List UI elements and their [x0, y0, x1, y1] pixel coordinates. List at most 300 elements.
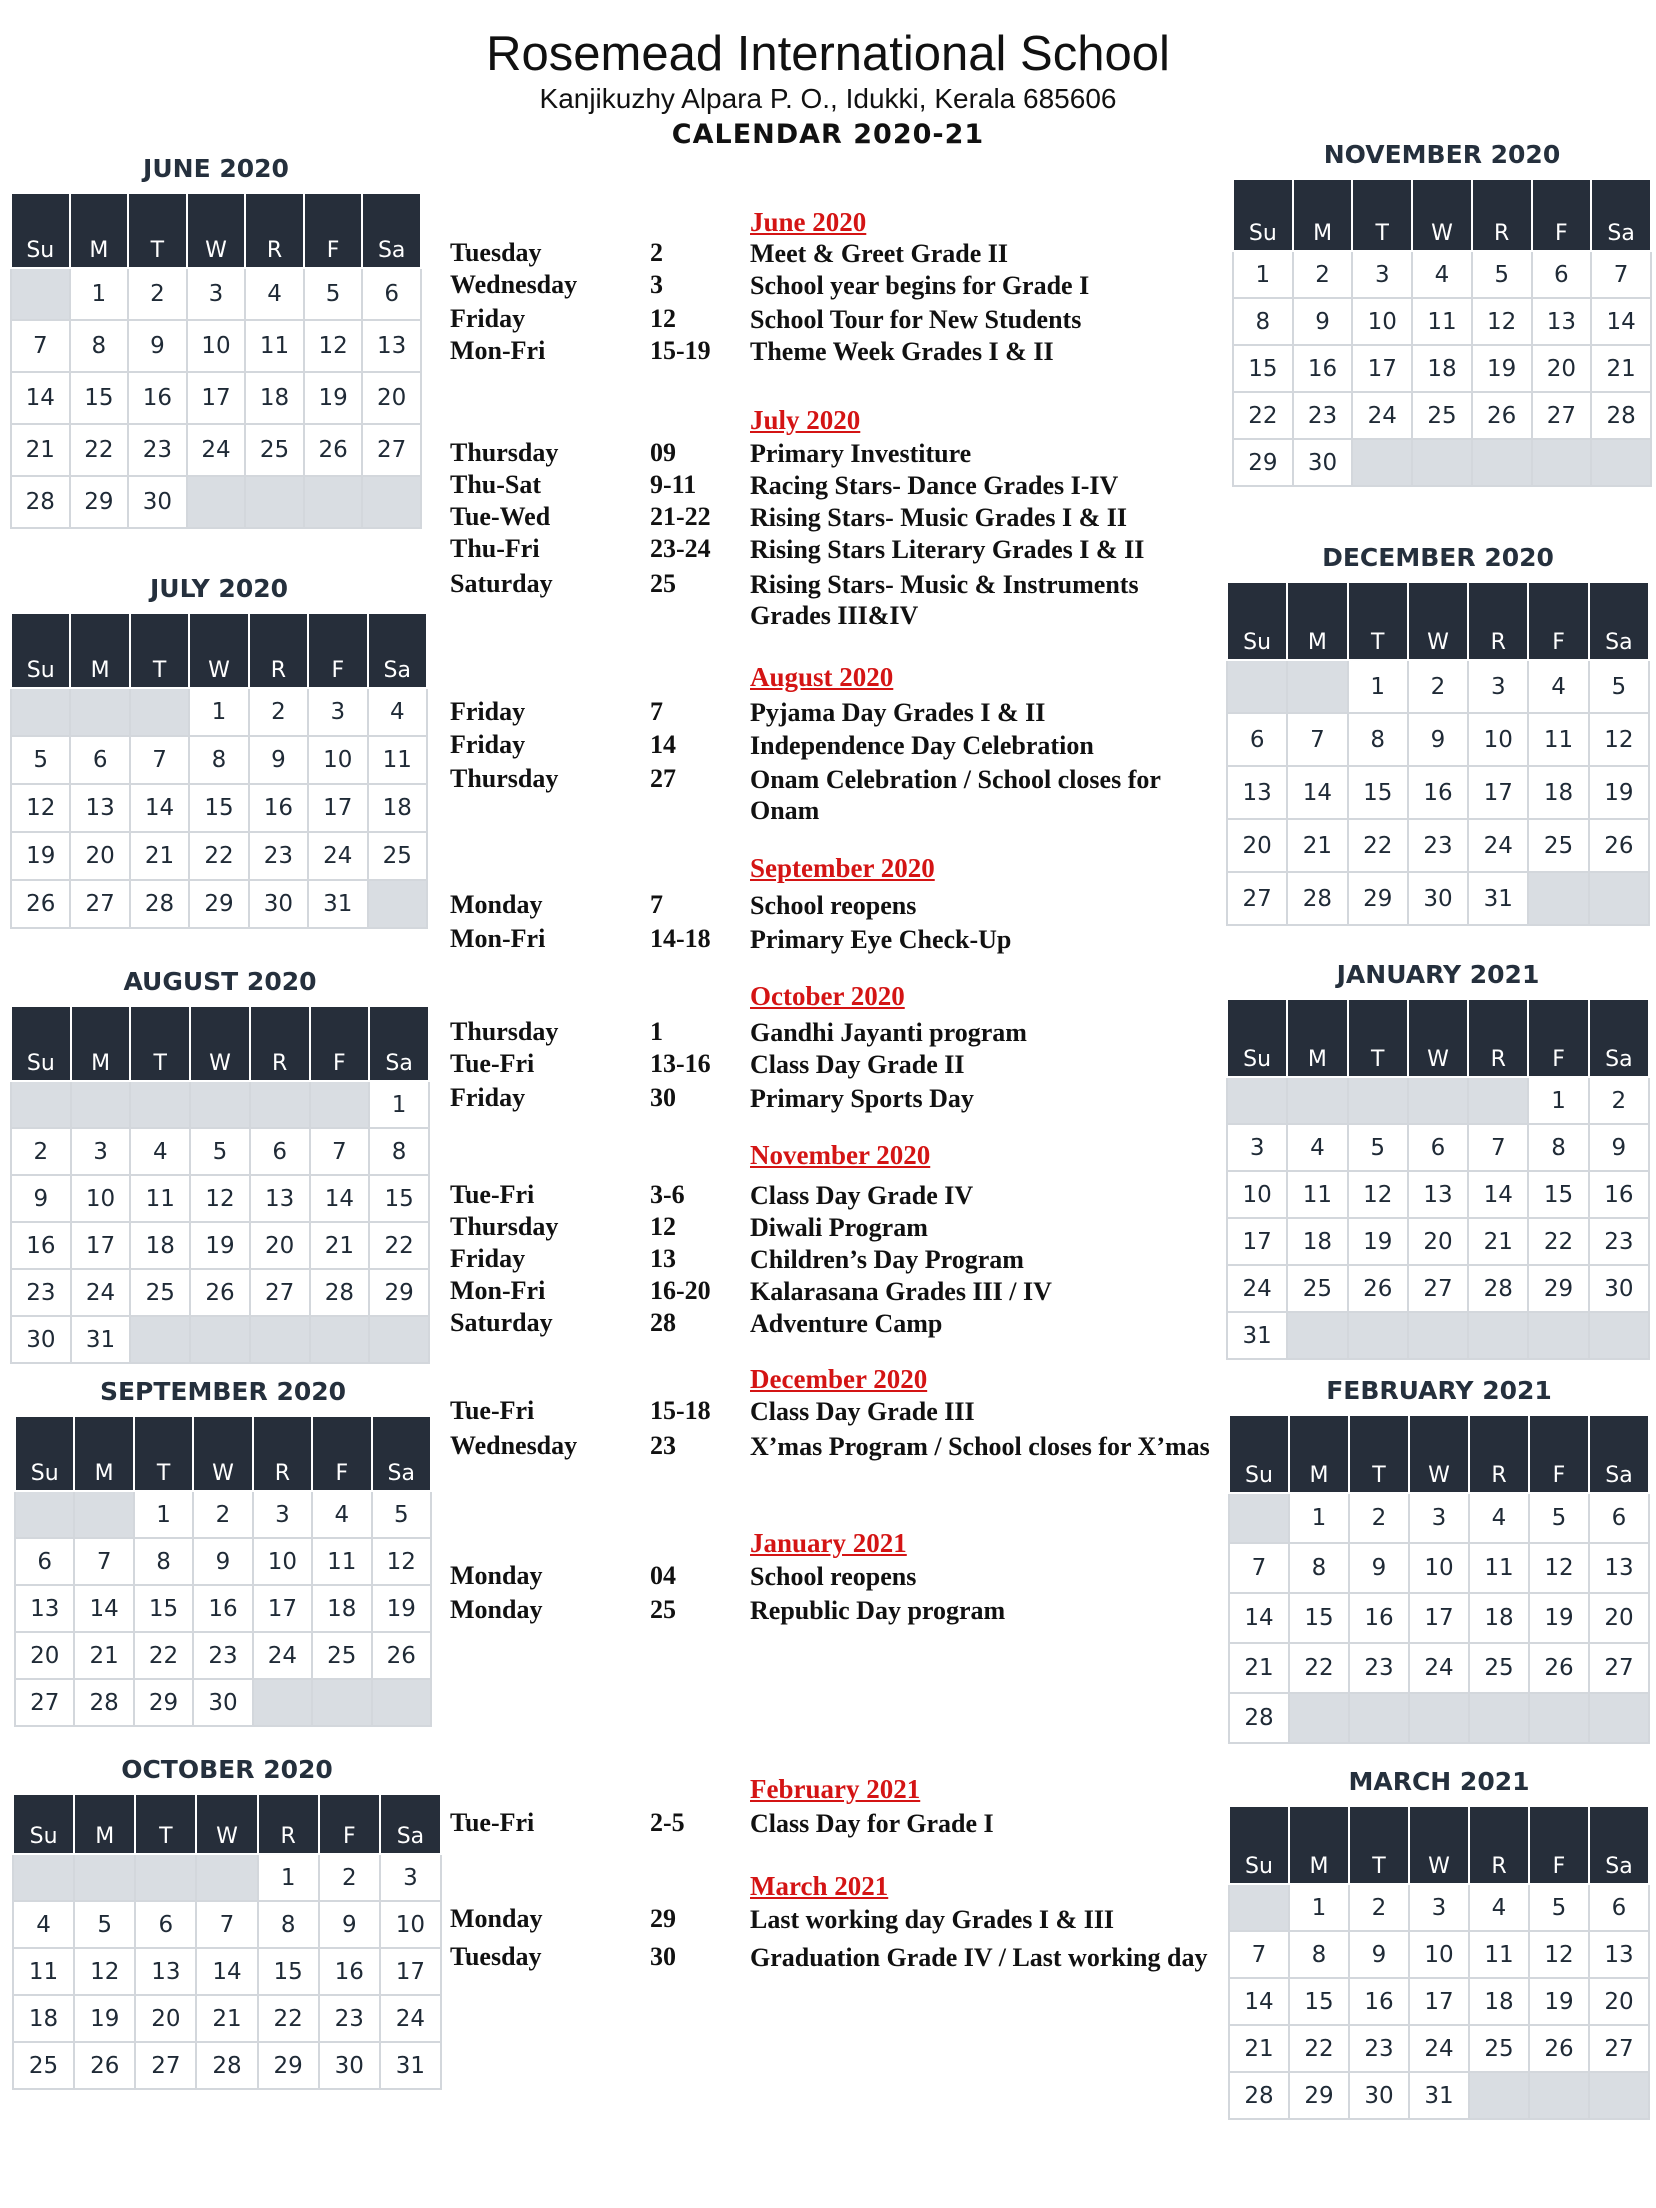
calendar-day: 29	[258, 2042, 319, 2089]
calendar-day: 19	[1529, 1593, 1589, 1643]
calendar-day: 23	[128, 424, 187, 476]
weekday-header: Sa	[1589, 1806, 1649, 1884]
calendar-day: 6	[1408, 1124, 1468, 1171]
calendar-day: 7	[74, 1538, 133, 1585]
calendar-day: 14	[310, 1175, 370, 1222]
calendar-day: 24	[380, 1995, 441, 2042]
calendar-day: 7	[11, 320, 70, 372]
event-date: 9-11	[650, 470, 697, 499]
calendar-empty-cell	[1408, 1077, 1468, 1124]
calendar-day: 17	[253, 1585, 312, 1632]
weekday-header: M	[74, 1416, 133, 1491]
event-month-heading: September 2020	[750, 853, 935, 883]
calendar-day: 17	[1468, 766, 1528, 819]
calendar-empty-cell	[1591, 439, 1651, 486]
calendar-day: 18	[130, 1222, 190, 1269]
calendar-day: 22	[369, 1222, 429, 1269]
calendar-day: 12	[1529, 1543, 1589, 1593]
calendar-day: 13	[70, 784, 129, 832]
calendar-day: 24	[253, 1632, 312, 1679]
calendar-empty-cell	[1528, 872, 1588, 925]
calendar-day: 6	[15, 1538, 74, 1585]
calendar-day: 16	[128, 372, 187, 424]
weekday-header: W	[1409, 1415, 1469, 1493]
calendar-empty-cell	[253, 1679, 312, 1726]
calendar-grid	[10, 1005, 430, 1364]
calendar-day: 11	[13, 1948, 74, 1995]
calendar-day: 16	[319, 1948, 380, 1995]
calendar-day: 17	[71, 1222, 131, 1269]
event-month-heading: February 2021	[750, 1774, 921, 1804]
weekday-header: Su	[13, 1794, 74, 1854]
calendar-grid	[14, 1415, 432, 1727]
weekday-header: Sa	[1591, 179, 1651, 251]
weekday-header: Sa	[368, 613, 427, 688]
calendar-empty-cell	[1528, 1312, 1588, 1359]
event-description: Class Day Grade III	[750, 1397, 975, 1426]
calendar-day: 21	[1287, 819, 1347, 872]
event-date: 28	[650, 1308, 676, 1337]
calendar-day: 7	[1591, 251, 1651, 298]
calendar-day: 16	[249, 784, 308, 832]
calendar-day: 25	[1469, 2025, 1529, 2072]
calendar-day: 17	[1227, 1218, 1287, 1265]
weekday-header: T	[1352, 179, 1412, 251]
calendar-day: 3	[187, 268, 246, 320]
event-description: School year begins for Grade I	[750, 271, 1090, 300]
weekday-header: M	[70, 613, 129, 688]
calendar-empty-cell	[74, 1854, 135, 1901]
event-day: Wednesday	[450, 270, 578, 299]
event-day: Friday	[450, 730, 526, 759]
event-date: 7	[650, 697, 663, 726]
calendar-day: 18	[13, 1995, 74, 2042]
calendar-empty-cell	[1589, 872, 1649, 925]
weekday-header: W	[189, 613, 248, 688]
calendar-day: 26	[1472, 392, 1532, 439]
event-day: Friday	[450, 304, 526, 333]
calendar-day: 3	[1468, 660, 1528, 713]
event-description: Primary Sports Day	[750, 1084, 974, 1113]
event-day: Thu-Sat	[450, 470, 542, 499]
calendar-day: 2	[249, 688, 308, 736]
calendar-day: 15	[1233, 345, 1293, 392]
calendar-day: 20	[362, 372, 421, 424]
calendar-day: 15	[1528, 1171, 1588, 1218]
event-day: Friday	[450, 697, 526, 726]
calendar-day: 8	[1348, 713, 1408, 766]
calendar-day: 21	[1468, 1218, 1528, 1265]
calendar-empty-cell	[1529, 2072, 1589, 2119]
calendar-day: 31	[1227, 1312, 1287, 1359]
calendar-day: 30	[249, 880, 308, 928]
event-date: 7	[650, 890, 663, 919]
calendar-day: 7	[1229, 1543, 1289, 1593]
calendar-day: 23	[11, 1269, 71, 1316]
weekday-header: M	[1287, 999, 1347, 1077]
calendar-day: 21	[74, 1632, 133, 1679]
calendar-day: 15	[369, 1175, 429, 1222]
event-date: 14-18	[650, 924, 711, 953]
calendar-day: 6	[1589, 1884, 1649, 1931]
calendar-day: 12	[372, 1538, 431, 1585]
weekday-header: F	[310, 1006, 370, 1081]
calendar-day: 17	[1352, 345, 1412, 392]
calendar-day: 26	[304, 424, 363, 476]
event-month-heading: March 2021	[750, 1871, 889, 1901]
calendar-day: 18	[368, 784, 427, 832]
calendar-day: 28	[74, 1679, 133, 1726]
calendar-day: 21	[1591, 345, 1651, 392]
calendar-day: 9	[1589, 1124, 1649, 1171]
calendar-day: 13	[135, 1948, 196, 1995]
calendar-day: 19	[1529, 1978, 1589, 2025]
calendar-day: 21	[196, 1995, 257, 2042]
calendar-day: 12	[74, 1948, 135, 1995]
calendar-day: 14	[196, 1948, 257, 1995]
calendar-day: 12	[1348, 1171, 1408, 1218]
calendar-day: 26	[1589, 819, 1649, 872]
calendar-day: 14	[1229, 1593, 1289, 1643]
calendar-day: 11	[1412, 298, 1472, 345]
calendar-day: 16	[1293, 345, 1353, 392]
calendar-empty-cell	[1589, 1312, 1649, 1359]
calendar-day: 24	[1227, 1265, 1287, 1312]
event-date: 27	[650, 764, 676, 793]
weekday-header: F	[312, 1416, 371, 1491]
event-day: Mon-Fri	[450, 336, 546, 365]
event-description: Diwali Program	[750, 1213, 928, 1242]
calendar-day: 28	[1229, 1693, 1289, 1743]
calendar-day: 21	[11, 424, 70, 476]
event-day: Tue-Fri	[450, 1180, 535, 1209]
calendar-empty-cell	[312, 1679, 371, 1726]
calendar-empty-cell	[196, 1854, 257, 1901]
calendar-day: 10	[1352, 298, 1412, 345]
weekday-header: R	[245, 193, 304, 268]
weekday-header: W	[1412, 179, 1472, 251]
weekday-header: W	[196, 1794, 257, 1854]
calendar-day: 23	[1408, 819, 1468, 872]
calendar-day: 17	[380, 1948, 441, 1995]
calendar-day: 30	[319, 2042, 380, 2089]
calendar-day: 30	[1408, 872, 1468, 925]
calendar-day: 25	[1528, 819, 1588, 872]
weekday-header: Sa	[362, 193, 421, 268]
calendar-day: 29	[189, 880, 248, 928]
calendar-month-title: NOVEMBER 2020	[1323, 140, 1561, 169]
event-month-heading: November 2020	[750, 1140, 931, 1170]
weekday-header: M	[71, 1006, 131, 1081]
calendar-day: 13	[1408, 1171, 1468, 1218]
weekday-header: Su	[11, 613, 70, 688]
calendar-empty-cell	[1468, 1077, 1528, 1124]
calendar-empty-cell	[250, 1316, 310, 1363]
calendar-day: 16	[11, 1222, 71, 1269]
calendar-day: 23	[1349, 1643, 1409, 1693]
event-day: Monday	[450, 1904, 543, 1933]
calendar-day: 13	[15, 1585, 74, 1632]
calendar-day: 6	[1227, 713, 1287, 766]
calendar-day: 7	[1229, 1931, 1289, 1978]
calendar-day: 10	[71, 1175, 131, 1222]
event-description: Primary Eye Check-Up	[750, 925, 1012, 954]
calendar-day: 1	[134, 1491, 193, 1538]
calendar-day: 15	[1289, 1978, 1349, 2025]
calendar-day: 15	[189, 784, 248, 832]
calendar-empty-cell	[11, 1081, 71, 1128]
calendar-day: 6	[70, 736, 129, 784]
weekday-header: F	[1532, 179, 1592, 251]
weekday-header: R	[1469, 1806, 1529, 1884]
weekday-header: Sa	[372, 1416, 431, 1491]
calendar-day: 22	[1348, 819, 1408, 872]
calendar-empty-cell	[1287, 660, 1347, 713]
calendar-day: 13	[1227, 766, 1287, 819]
calendar-day: 6	[1532, 251, 1592, 298]
calendar-day: 19	[11, 832, 70, 880]
calendar-day: 3	[308, 688, 367, 736]
calendar-day: 19	[74, 1995, 135, 2042]
calendar-day: 26	[1529, 1643, 1589, 1693]
calendar-empty-cell	[304, 476, 363, 528]
calendar-day: 6	[1589, 1493, 1649, 1543]
calendar-day: 26	[372, 1632, 431, 1679]
weekday-header: Su	[1227, 582, 1287, 660]
calendar-day: 29	[369, 1269, 429, 1316]
calendar-day: 16	[193, 1585, 252, 1632]
calendar-day: 21	[130, 832, 189, 880]
calendar-day: 25	[245, 424, 304, 476]
calendar-empty-cell	[1468, 1312, 1528, 1359]
calendar-day: 4	[1469, 1884, 1529, 1931]
event-day: Saturday	[450, 569, 553, 598]
event-month-heading: January 2021	[750, 1528, 907, 1558]
calendar-day: 4	[1528, 660, 1588, 713]
weekday-header: T	[1349, 1806, 1409, 1884]
calendar-day: 8	[1289, 1931, 1349, 1978]
calendar-empty-cell	[1589, 2072, 1649, 2119]
calendar-day: 3	[253, 1491, 312, 1538]
event-date: 12	[650, 304, 676, 333]
calendar-day: 7	[1287, 713, 1347, 766]
event-date: 1	[650, 1017, 663, 1046]
calendar-empty-cell	[1529, 1693, 1589, 1743]
calendar-day: 12	[304, 320, 363, 372]
calendar-day: 22	[1233, 392, 1293, 439]
calendar-day: 4	[13, 1901, 74, 1948]
calendar-empty-cell	[187, 476, 246, 528]
calendar-day: 27	[135, 2042, 196, 2089]
weekday-header: W	[190, 1006, 250, 1081]
calendar-day: 4	[245, 268, 304, 320]
calendar-day: 31	[1468, 872, 1528, 925]
calendar-day: 9	[319, 1901, 380, 1948]
event-description: School Tour for New Students	[750, 305, 1082, 334]
calendar-day: 28	[1468, 1265, 1528, 1312]
calendar-day: 9	[128, 320, 187, 372]
event-description: Independence Day Celebration	[750, 731, 1094, 760]
event-description: Gandhi Jayanti program	[750, 1018, 1027, 1047]
calendar-day: 11	[1469, 1543, 1529, 1593]
calendar-empty-cell	[1589, 1693, 1649, 1743]
calendar-empty-cell	[130, 1316, 190, 1363]
calendar-day: 13	[250, 1175, 310, 1222]
weekday-header: Sa	[369, 1006, 429, 1081]
event-day: Mon-Fri	[450, 1276, 546, 1305]
weekday-header: T	[134, 1416, 193, 1491]
calendar-day: 9	[11, 1175, 71, 1222]
calendar-empty-cell	[368, 880, 427, 928]
calendar-day: 20	[135, 1995, 196, 2042]
weekday-header: T	[128, 193, 187, 268]
weekday-header: M	[1293, 179, 1353, 251]
calendar-day: 17	[187, 372, 246, 424]
calendar-day: 13	[1589, 1931, 1649, 1978]
event-day: Monday	[450, 1561, 543, 1590]
calendar-empty-cell	[74, 1491, 133, 1538]
event-day: Tue-Fri	[450, 1396, 535, 1425]
calendar-day: 22	[134, 1632, 193, 1679]
event-day: Thu-Fri	[450, 534, 540, 563]
event-description: Rising Stars- Music Grades I & II	[750, 503, 1128, 532]
event-description: Adventure Camp	[750, 1309, 943, 1338]
calendar-day: 28	[310, 1269, 370, 1316]
calendar-empty-cell	[135, 1854, 196, 1901]
calendar-day: 18	[1469, 1593, 1529, 1643]
calendar-day: 4	[368, 688, 427, 736]
weekday-header: F	[1529, 1415, 1589, 1493]
event-date: 13	[650, 1244, 676, 1273]
calendar-empty-cell	[130, 688, 189, 736]
calendar-empty-cell	[71, 1081, 131, 1128]
weekday-header: Su	[11, 1006, 71, 1081]
weekday-header: Su	[1229, 1415, 1289, 1493]
calendar-empty-cell	[1229, 1884, 1289, 1931]
calendar-day: 23	[319, 1995, 380, 2042]
event-description: Rising Stars Literary Grades I & II	[750, 535, 1145, 564]
event-description: Onam Celebration / School closes for Onam	[750, 765, 1161, 825]
calendar-day: 10	[1227, 1171, 1287, 1218]
calendar-day: 25	[1412, 392, 1472, 439]
calendar-day: 2	[128, 268, 187, 320]
event-day: Thursday	[450, 764, 559, 793]
calendar-day: 27	[70, 880, 129, 928]
calendar-day: 20	[1408, 1218, 1468, 1265]
event-day: Monday	[450, 1595, 543, 1624]
calendar-day: 20	[1589, 1593, 1649, 1643]
calendar-empty-cell	[190, 1081, 250, 1128]
calendar-empty-cell	[1469, 1693, 1529, 1743]
calendar-day: 11	[1469, 1931, 1529, 1978]
event-date: 23	[650, 1431, 676, 1460]
calendar-day: 15	[1348, 766, 1408, 819]
calendar-day: 4	[1287, 1124, 1347, 1171]
calendar-day: 2	[319, 1854, 380, 1901]
calendar-day: 2	[1349, 1493, 1409, 1543]
calendar-day: 9	[1408, 713, 1468, 766]
calendar-day: 4	[1412, 251, 1472, 298]
weekday-header: Su	[1227, 999, 1287, 1077]
calendar-day: 18	[1412, 345, 1472, 392]
calendar-day: 10	[1409, 1543, 1469, 1593]
weekday-header: F	[1528, 999, 1588, 1077]
calendar-day: 4	[1469, 1493, 1529, 1543]
calendar-day: 6	[135, 1901, 196, 1948]
school-address: Kanjikuzhy Alpara P. O., Idukki, Kerala 685606	[539, 83, 1117, 114]
weekday-header: T	[135, 1794, 196, 1854]
calendar-day: 10	[380, 1901, 441, 1948]
weekday-header: R	[1469, 1415, 1529, 1493]
calendar-day: 20	[1532, 345, 1592, 392]
calendar-grid	[1232, 178, 1652, 487]
calendar-day: 26	[74, 2042, 135, 2089]
calendar-grid	[10, 612, 428, 929]
calendar-empty-cell	[362, 476, 421, 528]
calendar-day: 1	[70, 268, 129, 320]
weekday-header: T	[1349, 1415, 1409, 1493]
calendar-day: 16	[1349, 1593, 1409, 1643]
calendar-day: 8	[70, 320, 129, 372]
calendar-day: 9	[1349, 1543, 1409, 1593]
calendar-empty-cell	[130, 1081, 190, 1128]
calendar-empty-cell	[245, 476, 304, 528]
calendar-day: 11	[130, 1175, 190, 1222]
calendar-day: 19	[1472, 345, 1532, 392]
calendar-day: 26	[190, 1269, 250, 1316]
calendar-day: 10	[308, 736, 367, 784]
weekday-header: Su	[1233, 179, 1293, 251]
calendar-day: 24	[1409, 1643, 1469, 1693]
calendar-day: 24	[1468, 819, 1528, 872]
event-date: 21-22	[650, 502, 711, 531]
calendar-day: 29	[1233, 439, 1293, 486]
calendar-day: 3	[71, 1128, 131, 1175]
calendar-day: 22	[70, 424, 129, 476]
calendar-empty-cell	[250, 1081, 310, 1128]
event-date: 3-6	[650, 1180, 685, 1209]
calendar-day: 2	[1408, 660, 1468, 713]
calendar-day: 5	[1529, 1884, 1589, 1931]
calendar-day: 11	[368, 736, 427, 784]
event-day: Tuesday	[450, 238, 542, 267]
calendar-day: 5	[11, 736, 70, 784]
weekday-header: T	[130, 613, 189, 688]
calendar-day: 13	[362, 320, 421, 372]
calendar-empty-cell	[1472, 439, 1532, 486]
event-date: 15-19	[650, 336, 711, 365]
calendar-day: 18	[312, 1585, 371, 1632]
event-description: Rising Stars- Music & Instruments Grades III&IV	[750, 570, 1139, 630]
calendar-day: 30	[1589, 1265, 1649, 1312]
event-description: Republic Day program	[750, 1596, 1006, 1625]
calendar-day: 29	[1528, 1265, 1588, 1312]
calendar-day: 14	[11, 372, 70, 424]
calendar-day: 15	[134, 1585, 193, 1632]
calendar-day: 15	[1289, 1593, 1349, 1643]
event-date: 14	[650, 730, 676, 759]
calendar-day: 10	[253, 1538, 312, 1585]
calendar-day: 11	[245, 320, 304, 372]
calendar-day: 8	[189, 736, 248, 784]
weekday-header: M	[74, 1794, 135, 1854]
calendar-day: 14	[1287, 766, 1347, 819]
calendar-empty-cell	[13, 1854, 74, 1901]
calendar-day: 5	[74, 1901, 135, 1948]
calendar-day: 22	[189, 832, 248, 880]
calendar-day: 29	[1348, 872, 1408, 925]
weekday-header: W	[1408, 999, 1468, 1077]
